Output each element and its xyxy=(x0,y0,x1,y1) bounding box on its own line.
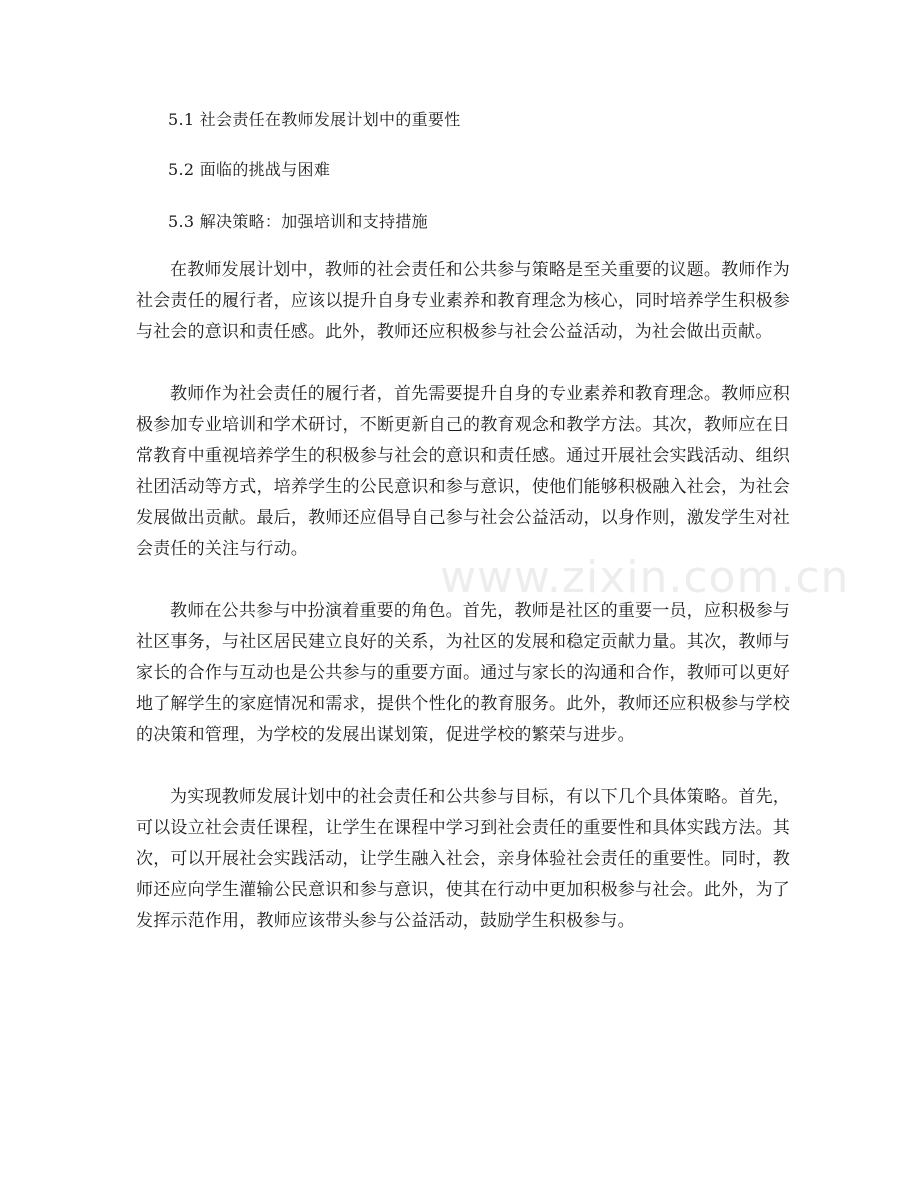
paragraph-professional-quality: 教师作为社会责任的履行者，首先需要提升自身的专业素养和教育理念。教师应积极参加专业培训和学术研讨，不断更新自己的教育观念和教学方法。其次，教师应在日常教育中重视培养学生的积极参与社会的意识和责任感。通过开展社会实践活动、组织社团活动等方式，培养学生的公民意识和参与意识，使他们能够积极融入社会，为社会发展做出贡献。最后，教师还应倡导自己参与社会公益活动，以身作则，激发学生对社会责任的关注与行动。 xyxy=(136,384,790,559)
section-heading-5-3: 5.3 解决策略：加强培训和支持措施 xyxy=(168,212,428,231)
paragraph-intro: 在教师发展计划中，教师的社会责任和公共参与策略是至关重要的议题。教师作为社会责任的履行者，应该以提升自身专业素养和教育理念为核心，同时培养学生积极参与社会的意识和责任感。此外，教师还应积极参与社会公益活动，为社会做出贡献。 xyxy=(136,260,790,342)
paragraph-public-participation: 教师在公共参与中扮演着重要的角色。首先，教师是社区的重要一员，应积极参与社区事务，与社区居民建立良好的关系，为社区的发展和稳定贡献力量。其次，教师与家长的合作与互动也是公共参与的重要方面。通过与家长的沟通和合作，教师可以更好地了解学生的家庭情况和需求，提供个性化的教育服务。此外，教师还应积极参与学校的决策和管理，为学校的发展出谋划策，促进学校的繁荣与进步。 xyxy=(136,601,790,745)
body-text xyxy=(136,255,790,968)
section-heading-5-2: 5.2 面临的挑战与困难 xyxy=(168,160,331,179)
paragraph-strategies: 为实现教师发展计划中的社会责任和公共参与目标，有以下几个具体策略。首先，可以设立社会责任课程，让学生在课程中学习到社会责任的重要性和具体实践方法。其次，可以开展社会实践活动，让学生融入社会，亲身体验社会责任的重要性。同时，教师还应向学生灌输公民意识和参与意识，使其在行动中更加积极参与社会。此外，为了发挥示范作用，教师应该带头参与公益活动，鼓励学生积极参与。 xyxy=(136,787,790,931)
watermark: www.zixin.com.cn xyxy=(440,552,850,603)
section-heading-5-1: 5.1 社会责任在教师发展计划中的重要性 xyxy=(168,110,461,129)
